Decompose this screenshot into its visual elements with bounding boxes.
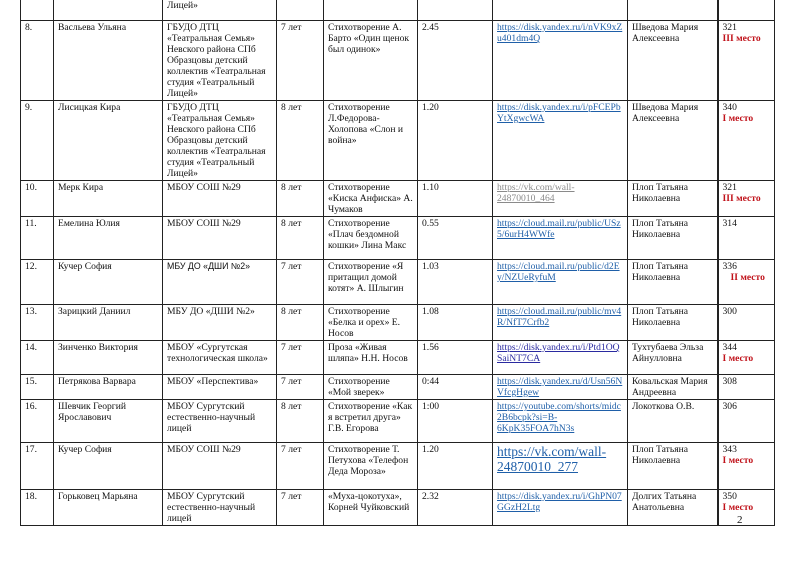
table-row	[21, 341, 775, 375]
place-badge: III место	[722, 193, 761, 204]
link-cell	[493, 181, 628, 217]
video-link[interactable]: https://youtube.com/shorts/midc2B6bcpk?si=B-6KpK35FOA7hN3s	[497, 401, 621, 434]
score: 344	[722, 342, 737, 353]
age: 7 лет	[277, 21, 324, 101]
score-cell	[718, 490, 775, 526]
link-cell	[493, 341, 628, 375]
table-row	[21, 217, 775, 260]
age: 7 лет	[277, 375, 324, 400]
teacher: Долгих Татьяна Анатольевна	[628, 490, 718, 526]
table-row	[21, 443, 775, 490]
table-row	[21, 21, 775, 101]
video-link[interactable]: https://vk.com/wall-24870010_277	[497, 444, 607, 474]
participant-name: Кучер София	[54, 260, 163, 305]
score-cell	[718, 181, 775, 217]
teacher: Тухтубаева Эльза Айнулловна	[628, 341, 718, 375]
duration: 0.55	[418, 217, 493, 260]
video-link[interactable]: https://disk.yandex.ru/i/GhPN07GGzH2Ltg	[497, 491, 622, 513]
participant-name: Емелина Юлия	[54, 217, 163, 260]
organization: МБУ ДО «ДШИ №2»	[163, 260, 277, 305]
row-number: 14.	[21, 341, 54, 375]
link-cell	[493, 375, 628, 400]
link-cell	[493, 217, 628, 260]
organization: МБОУ СОШ №29	[163, 217, 277, 260]
score-cell	[718, 217, 775, 260]
place-badge: I место	[722, 353, 754, 364]
video-link[interactable]: https://disk.yandex.ru/i/Ptd1OQSaiNT7CA	[497, 342, 620, 364]
video-link[interactable]: https://disk.yandex.ru/i/nVK9xZu401dm4Q	[497, 22, 623, 44]
participant-name: Шевчик Георгий Ярославович	[54, 400, 163, 443]
teacher: Плоп Татьяна Николаевна	[628, 305, 718, 341]
teacher: Ковальская Мария Андреевна	[628, 375, 718, 400]
video-link[interactable]: https://disk.yandex.ru/d/Usn56NVfcgHgew	[497, 376, 623, 398]
score: 321	[722, 22, 737, 33]
results-table	[20, 0, 775, 526]
work-title: Проза «Живая шляпа» Н.Н. Носов	[324, 341, 418, 375]
video-link[interactable]: https://vk.com/wall-24870010_464	[497, 182, 575, 204]
work-title: Стихотворение «Плач бездомной кошки» Лина Макс	[324, 217, 418, 260]
row-number: 11.	[21, 217, 54, 260]
teacher: Плоп Татьяна Николаевна	[628, 181, 718, 217]
score: 350	[722, 491, 737, 502]
duration: 1.20	[418, 101, 493, 181]
organization: ГБУДО ДТЦ «Театральная Семья» Невского района СПб Образцовы детский коллектив «Театральная студия «Театральный Лицей»	[163, 101, 277, 181]
work-title: Стихотворение Л.Федорова-Холопова «Слон и война»	[324, 101, 418, 181]
score-cell	[718, 400, 775, 443]
link-cell	[493, 443, 628, 490]
row-number: 13.	[21, 305, 54, 341]
participant-name: Мерк Кира	[54, 181, 163, 217]
score: 336	[722, 261, 737, 272]
table-row	[21, 181, 775, 217]
work-title: Стихотворение Т. Петухова «Телефон Деда Мороза»	[324, 443, 418, 490]
link-cell	[493, 400, 628, 443]
score: 300	[722, 306, 737, 317]
participant-name: Васльева Ульяна	[54, 21, 163, 101]
age: 8 лет	[277, 305, 324, 341]
row-number: 9.	[21, 101, 54, 181]
score: 340	[722, 102, 737, 113]
table-row	[21, 0, 775, 21]
participant-name: Зарицкий Даниил	[54, 305, 163, 341]
duration: 2.45	[418, 21, 493, 101]
score-cell	[718, 375, 775, 400]
table-row	[21, 101, 775, 181]
place-badge: I место	[722, 455, 754, 466]
link-cell	[493, 21, 628, 101]
score-cell	[718, 443, 775, 490]
table-row	[21, 305, 775, 341]
organization: МБОУ СОШ №29	[163, 181, 277, 217]
score: 321	[722, 182, 737, 193]
place-badge: I место	[722, 502, 754, 513]
score-cell	[718, 260, 775, 305]
organization: МБОУ СОШ №29	[163, 443, 277, 490]
teacher: Шведова Мария Алексеевна	[628, 21, 718, 101]
score: 308	[722, 376, 737, 387]
score-cell	[718, 21, 775, 101]
work-title: Стихотворение А. Барто «Один щенок был одинок»	[324, 21, 418, 101]
work-title: Стихотворение «Как я встретил друга» Г.В. Егорова	[324, 400, 418, 443]
teacher: Плоп Татьяна Николаевна	[628, 443, 718, 490]
link-cell	[493, 260, 628, 305]
video-link[interactable]: https://disk.yandex.ru/i/pFCEPbYtXgwcWA	[497, 102, 621, 124]
organization: ГБУДО ДТЦ «Театральная Семья» Невского района СПб Образцовы детский коллектив «Театральная студия «Театральный Лицей»	[163, 21, 277, 101]
age: 8 лет	[277, 181, 324, 217]
duration: 1.08	[418, 305, 493, 341]
organization: МБОУ Сургутский естественно-научный лицей	[163, 490, 277, 526]
score: 343	[722, 444, 737, 455]
score-cell	[718, 101, 775, 181]
place-badge: II место	[730, 272, 765, 283]
work-title: Стихотворение «Белка и орех» Е. Носов	[324, 305, 418, 341]
row-number: 16.	[21, 400, 54, 443]
score: 314	[722, 218, 737, 229]
teacher: Шведова Мария Алексеевна	[628, 101, 718, 181]
duration: 1.03	[418, 260, 493, 305]
work-title: Стихотворение «Киска Анфиска» А. Чумаков	[324, 181, 418, 217]
participant-name: Горьковец Марьяна	[54, 490, 163, 526]
row-number: 17.	[21, 443, 54, 490]
table-row	[21, 375, 775, 400]
age: 7 лет	[277, 260, 324, 305]
age: 8 лет	[277, 217, 324, 260]
age: 7 лет	[277, 490, 324, 526]
duration: 2.32	[418, 490, 493, 526]
row-number: 18.	[21, 490, 54, 526]
duration: 1.10	[418, 181, 493, 217]
age: 7 лет	[277, 443, 324, 490]
age: 8 лет	[277, 400, 324, 443]
participant-name: Зинченко Виктория	[54, 341, 163, 375]
duration: 1.56	[418, 341, 493, 375]
participant-name: Петрякова Варвара	[54, 375, 163, 400]
video-link[interactable]: https://cloud.mail.ru/public/d2Ey/NZUeRyfuM	[497, 261, 620, 283]
participant-name: Кучер София	[54, 443, 163, 490]
age: 7 лет	[277, 341, 324, 375]
teacher: Локоткова О.В.	[628, 400, 718, 443]
row-number: 10.	[21, 181, 54, 217]
participant-name: Лисицкая Кира	[54, 101, 163, 181]
link-cell	[493, 305, 628, 341]
place-badge: III место	[722, 33, 761, 44]
video-link[interactable]: https://cloud.mail.ru/public/mv4R/NfT7Crfb2	[497, 306, 622, 328]
organization: МБОУ «Перспектива»	[163, 375, 277, 400]
page-number: 2	[737, 514, 743, 526]
organization: МБОУ Сургутский естественно-научный лицей	[163, 400, 277, 443]
video-link[interactable]: https://cloud.mail.ru/public/USz5/6urH4WWfe	[497, 218, 621, 240]
score-cell	[718, 341, 775, 375]
work-title: «Муха-цокотуха», Корней Чуйковский	[324, 490, 418, 526]
score-cell	[718, 305, 775, 341]
work-title: Стихотворение «Мой зверек»	[324, 375, 418, 400]
table-row	[21, 400, 775, 443]
duration: 0:44	[418, 375, 493, 400]
teacher: Плоп Татьяна Николаевна	[628, 217, 718, 260]
table-row	[21, 260, 775, 305]
row-number: 12.	[21, 260, 54, 305]
work-title: Стихотворение «Я притащил домой котят» А. Шлыгин	[324, 260, 418, 305]
duration: 1.20	[418, 443, 493, 490]
org-cell: Лицей»	[163, 0, 277, 21]
score: 306	[722, 401, 737, 412]
duration: 1:00	[418, 400, 493, 443]
place-badge: I место	[722, 113, 754, 124]
table-row	[21, 490, 775, 526]
teacher: Плоп Татьяна Николаевна	[628, 260, 718, 305]
link-cell	[493, 490, 628, 526]
organization: МБОУ «Сургутская технологическая школа»	[163, 341, 277, 375]
row-number: 15.	[21, 375, 54, 400]
row-number: 8.	[21, 21, 54, 101]
age: 8 лет	[277, 101, 324, 181]
link-cell	[493, 101, 628, 181]
organization: МБУ ДО «ДШИ №2»	[163, 305, 277, 341]
